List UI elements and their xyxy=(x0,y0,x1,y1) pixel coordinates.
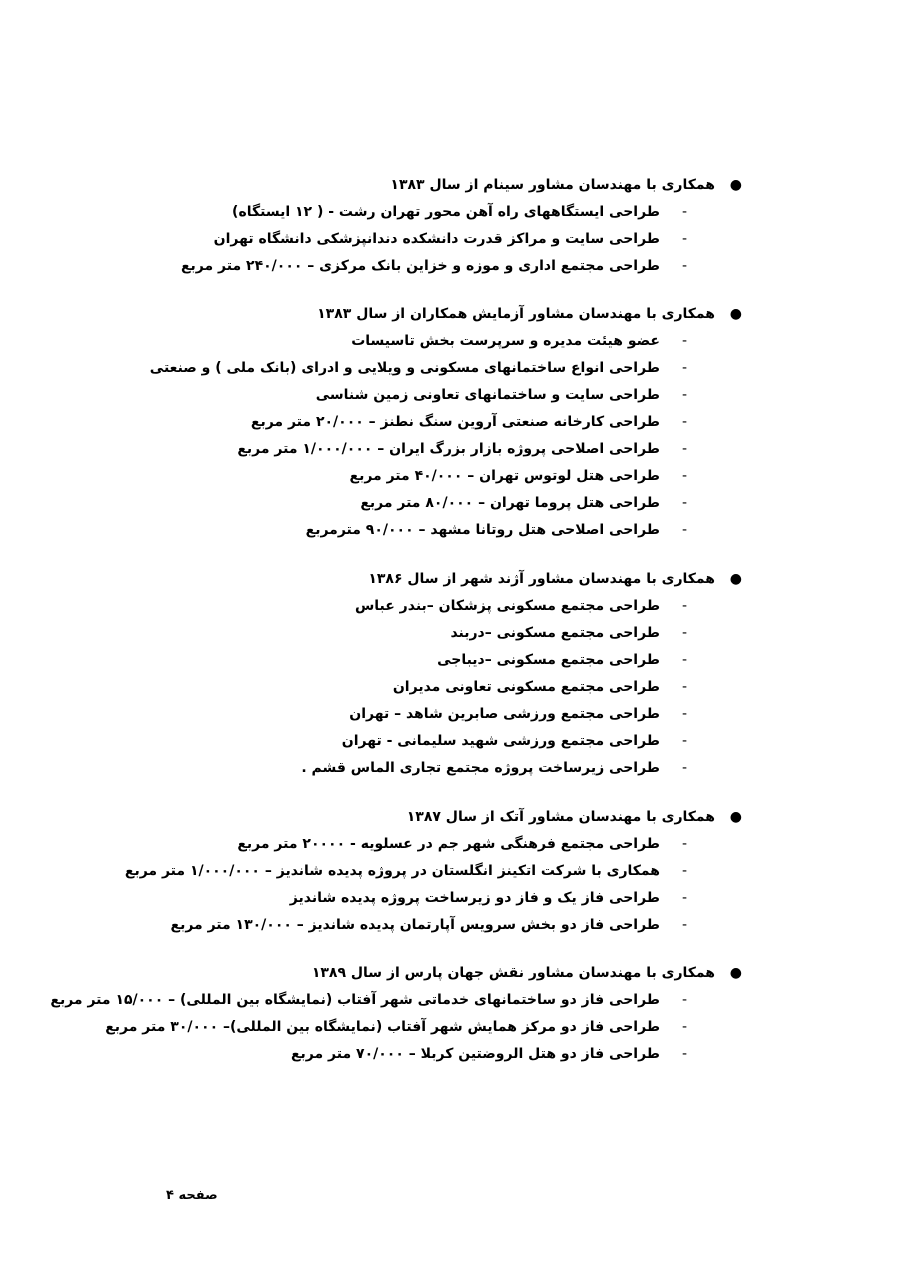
dash-icon: - xyxy=(681,387,687,403)
section-naghsh-jahan-pars xyxy=(0,960,905,1068)
list-item: - طراحی هتل پروما تهران – ۸۰/۰۰۰ متر مربع xyxy=(0,490,905,517)
list-item: - طراحی اصلاحی هتل روتانا مشهد – ۹۰/۰۰۰ مترمربع xyxy=(0,517,905,544)
dash-icon: - xyxy=(681,468,687,484)
list-item: - طراحی مجتمع مسکونی –دیباجی xyxy=(0,647,905,674)
bullet-icon: ● xyxy=(729,965,742,981)
list-item: - طراحی فاز یک و فاز دو زیرساخت پروژه پدیده شاندیز xyxy=(0,885,905,912)
dash-icon: - xyxy=(681,204,687,220)
list-item: - طراحی فاز دو ساختمانهای خدماتی شهر آفتاب (نمایشگاه بین المللی) – ۱۵/۰۰۰ متر مربع xyxy=(0,987,905,1014)
dash-icon: - xyxy=(681,414,687,430)
section-heading xyxy=(0,960,905,987)
list-item: - طراحی سایت و مراکز قدرت دانشکده دندانپزشکی دانشگاه تهران xyxy=(0,226,905,253)
dash-icon: - xyxy=(681,522,687,538)
dash-icon: - xyxy=(681,258,687,274)
list-item: - طراحی هتل لوتوس تهران – ۴۰/۰۰۰ متر مربع xyxy=(0,463,905,490)
list-item: - طراحی ایستگاههای راه آهن محور تهران رشت - ( ۱۲ ایستگاه) xyxy=(0,199,905,226)
dash-icon: - xyxy=(681,992,687,1008)
dash-icon: - xyxy=(681,1019,687,1035)
dash-icon: - xyxy=(681,231,687,247)
list-item: - طراحی مجتمع ورزشی شهید سلیمانی - تهران xyxy=(0,728,905,755)
list-item: - طراحی مجتمع اداری و موزه و خزاین بانک مرکزی – ۲۴۰/۰۰۰ متر مربع xyxy=(0,253,905,280)
section-heading-text: همکاری با مهندسان مشاور آزمایش همکاران از سال ۱۳۸۳ xyxy=(317,306,715,322)
dash-icon: - xyxy=(681,917,687,933)
dash-icon: - xyxy=(681,836,687,852)
list-item: - طراحی کارخانه صنعتی آروین سنگ نطنز – ۲۰/۰۰۰ متر مربع xyxy=(0,409,905,436)
dash-icon: - xyxy=(681,652,687,668)
dash-icon: - xyxy=(681,760,687,776)
section-heading-text: همکاری با مهندسان مشاور آتک از سال ۱۳۸۷ xyxy=(406,809,715,825)
list-item: - طراحی سایت و ساختمانهای تعاونی زمین شناسی xyxy=(0,382,905,409)
bullet-icon: ● xyxy=(729,306,742,322)
dash-icon: - xyxy=(681,598,687,614)
dash-icon: - xyxy=(681,1046,687,1062)
list-item: - طراحی مجتمع مسکونی پزشکان –بندر عباس xyxy=(0,593,905,620)
dash-icon: - xyxy=(681,890,687,906)
list-item: - طراحی مجتمع مسکونی –دربند xyxy=(0,620,905,647)
list-item: - طراحی مجتمع مسکونی تعاونی مدیران xyxy=(0,674,905,701)
list-item: - طراحی فاز دو بخش سرویس آپارتمان پدیده شاندیز – ۱۳۰/۰۰۰ متر مربع xyxy=(0,912,905,939)
dash-icon: - xyxy=(681,495,687,511)
bullet-icon: ● xyxy=(729,809,742,825)
section-azmayesh xyxy=(0,301,905,544)
list-item: - همکاری با شرکت اتکینز انگلستان در پروژه پدیده شاندیز – ۱/۰۰۰/۰۰۰ متر مربع xyxy=(0,858,905,885)
dash-icon: - xyxy=(681,441,687,457)
bullet-icon: ● xyxy=(729,571,742,587)
section-sinam xyxy=(0,172,905,280)
list-item: - طراحی مجتمع فرهنگی شهر جم در عسلویه - ۲۰۰۰۰ متر مربع xyxy=(0,831,905,858)
section-heading xyxy=(0,301,905,328)
dash-icon: - xyxy=(681,733,687,749)
section-heading xyxy=(0,172,905,199)
list-item: - طراحی اصلاحی پروژه بازار بزرگ ایران – ۱/۰۰۰/۰۰۰ متر مربع xyxy=(0,436,905,463)
list-item: - طراحی مجتمع ورزشی صابرین شاهد – تهران xyxy=(0,701,905,728)
dash-icon: - xyxy=(681,333,687,349)
list-item: - طراحی انواع ساختمانهای مسکونی و ویلایی و ادرای (بانک ملی ) و صنعتی xyxy=(0,355,905,382)
list-item: - طراحی فاز دو هتل الروضتین کربلا – ۷۰/۰۰۰ متر مربع xyxy=(0,1041,905,1068)
section-azhand-shahr xyxy=(0,566,905,782)
list-item: - طراحی فاز دو مرکز همایش شهر آفتاب (نمایشگاه بین المللی)– ۳۰/۰۰۰ متر مربع xyxy=(0,1014,905,1041)
dash-icon: - xyxy=(681,863,687,879)
bullet-icon: ● xyxy=(729,177,742,193)
section-heading-text: همکاری با مهندسان مشاور سینام از سال ۱۳۸۳ xyxy=(390,177,715,193)
list-item: - طراحی زیرساخت پروژه مجتمع تجاری الماس قشم . xyxy=(0,755,905,782)
list-item: - عضو هیئت مدیره و سرپرست بخش تاسیسات xyxy=(0,328,905,355)
dash-icon: - xyxy=(681,360,687,376)
dash-icon: - xyxy=(681,625,687,641)
section-heading xyxy=(0,804,905,831)
section-heading-text: همکاری با مهندسان مشاور آژند شهر از سال ۱۳۸۶ xyxy=(368,571,715,587)
section-heading-text: همکاری با مهندسان مشاور نقش جهان پارس از سال ۱۳۸۹ xyxy=(311,965,715,981)
dash-icon: - xyxy=(681,706,687,722)
dash-icon: - xyxy=(681,679,687,695)
section-heading xyxy=(0,566,905,593)
page-number: صفحه ۴ xyxy=(166,1188,218,1203)
section-atak xyxy=(0,804,905,939)
